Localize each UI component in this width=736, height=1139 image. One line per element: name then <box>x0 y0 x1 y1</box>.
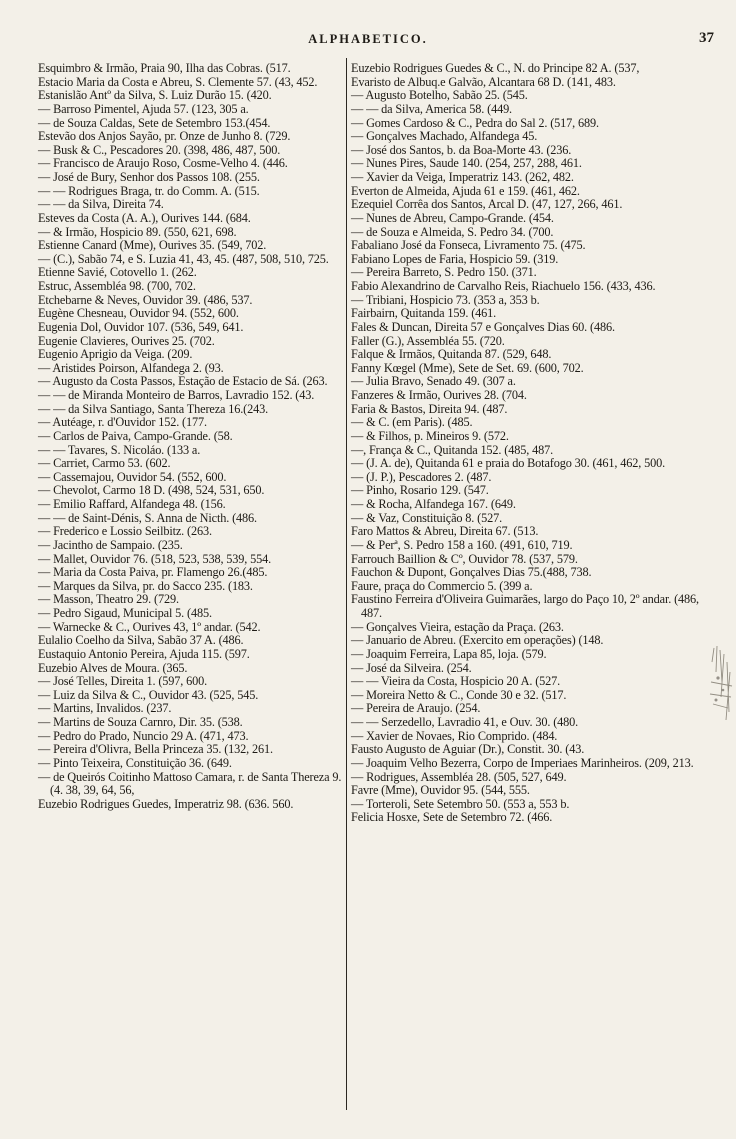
directory-entry: Eulalio Coelho da Silva, Sabão 37 A. (486. <box>38 633 244 648</box>
directory-entry: — Julia Bravo, Senado 49. (307 a. <box>351 374 516 389</box>
directory-entry: — Carriet, Carmo 53. (602. <box>38 456 171 471</box>
directory-entry: Fanzeres & Irmão, Ourives 28. (704. <box>351 388 527 402</box>
directory-entry: Estevão dos Anjos Sayão, pr. Onze de Junho 8. (729. <box>38 129 291 144</box>
directory-entry: — Cassemajou, Ouvidor 54. (552, 600. <box>38 469 227 484</box>
directory-entry: Everton de Almeida, Ajuda 61 e 159. (461, 462. <box>351 183 580 198</box>
directory-entry: — Pereira de Araujo. (254. <box>351 701 481 716</box>
directory-entry: Eugenia Dol, Ouvidor 107. (536, 549, 641. <box>38 319 244 334</box>
directory-entry: — Francisco de Araujo Roso, Cosme-Velho 4. (446. <box>38 156 288 171</box>
directory-entry: — Augusto Botelho, Sabão 25. (545. <box>351 88 528 103</box>
directory-entry: — José dos Santos, b. da Boa-Morte 43. (236. <box>351 142 572 157</box>
directory-entry: — — Rodrigues Braga, tr. do Comm. A. (515. <box>38 183 260 198</box>
directory-entry: Faustino Ferreira d'Oliveira Guimarães, largo do Paço 10, 2º andar. (486, 487. <box>351 592 699 620</box>
directory-entry: Eustaquio Antonio Pereira, Ajuda 115. (597. <box>38 646 250 661</box>
directory-entry: Faller (G.), Assembléa 55. (720. <box>351 333 505 348</box>
directory-entry: Etchebarne & Neves, Ouvidor 39. (486, 537. <box>38 292 253 307</box>
directory-entry: — — Tavares, S. Nicoláo. (133 a. <box>38 442 201 457</box>
directory-entry: — Gomes Cardoso & C., Pedra do Sal 2. (517, 689. <box>351 115 599 130</box>
directory-entry: — Januario de Abreu. (Exercito em operações) (148. <box>351 633 604 648</box>
directory-entry: — Jacintho de Sampaio. (235. <box>38 537 183 552</box>
directory-entry: — Barroso Pimentel, Ajuda 57. (123, 305 a. <box>38 101 249 116</box>
directory-entry: Faria & Bastos, Direita 94. (487. <box>351 401 508 416</box>
column-divider <box>346 58 347 1110</box>
directory-entry: — Warnecke & C., Ourives 43, 1º andar. (542. <box>38 619 261 634</box>
directory-entry: — Xavier da Veiga, Imperatriz 143. (262, 482. <box>351 170 574 184</box>
directory-entry: — Tribiani, Hospicio 73. (353 a, 353 b. <box>351 292 540 307</box>
directory-entry: Fanny Kœgel (Mme), Sete de Set. 69. (600, 702. <box>351 360 584 375</box>
directory-entry: Esteves da Costa (A. A.), Ourives 144. (684. <box>38 210 251 225</box>
directory-entry: — Nunes de Abreu, Campo-Grande. (454. <box>351 210 554 225</box>
directory-entry: Eugenio Aprigio da Veiga. (209. <box>38 347 193 362</box>
directory-entry: — — Vieira da Costa, Hospicio 20 A. (527. <box>351 674 561 689</box>
directory-entry: Fabaliano José da Fonseca, Livramento 75. (475. <box>351 238 586 253</box>
directory-entry: Euzebio Rodrigues Guedes, Imperatriz 98. (636. 560. <box>38 796 294 811</box>
directory-entry: — José da Silveira. (254. <box>351 660 472 675</box>
directory-entry: — — de Miranda Monteiro de Barros, Lavradio 152. (43. <box>38 388 315 402</box>
directory-entry: — Nunes Pires, Saude 140. (254, 257, 288, 461. <box>351 156 582 171</box>
directory-entry: Fales & Duncan, Direita 57 e Gonçalves Dias 60. (486. <box>351 319 615 334</box>
directory-entry: Fabiano Lopes de Faria, Hospicio 59. (319. <box>351 251 559 266</box>
directory-entry: — Carlos de Paiva, Campo-Grande. (58. <box>38 428 233 443</box>
directory-entry: — Pinto Teixeira, Constituição 36. (649. <box>38 755 232 770</box>
directory-entry: — Pereira d'Olivra, Bella Princeza 35. (132, 261. <box>38 742 273 757</box>
directory-entry: — Gonçalves Machado, Alfandega 45. <box>351 129 538 144</box>
directory-entry: —, França & C., Quitanda 152. (485, 487. <box>351 442 553 457</box>
directory-column-right <box>351 62 707 825</box>
directory-entry: Eugenie Clavieres, Ourives 25. (702. <box>38 333 215 348</box>
directory-entry: — Pedro do Prado, Nuncio 29 A. (471, 473. <box>38 728 249 743</box>
directory-entry: Ezequiel Corrêa dos Santos, Arcal D. (47, 127, 266, 461. <box>351 197 623 212</box>
directory-entry: — — Serzedello, Lavradio 41, e Ouv. 30. (480. <box>351 715 579 729</box>
directory-entry: — Maria da Costa Paiva, pr. Flamengo 26.(485. <box>38 565 268 580</box>
directory-entry: Felicia Hosxe, Sete de Setembro 72. (466. <box>351 810 553 825</box>
directory-entry: Estienne Canard (Mme), Ourives 35. (549, 702. <box>38 238 267 253</box>
directory-entry: — Joaquim Ferreira, Lapa 85, loja. (579. <box>351 646 547 661</box>
directory-entry: — Frederico e Lossio Seilbitz. (263. <box>38 524 212 539</box>
directory-entry: — Pinho, Rosario 129. (547. <box>351 483 489 498</box>
directory-column-left <box>38 62 345 811</box>
directory-entry: — Masson, Theatro 29. (729. <box>38 592 179 607</box>
directory-entry: — Pedro Sigaud, Municipal 5. (485. <box>38 606 212 620</box>
directory-entry: Euzebio Alves de Moura. (365. <box>38 660 188 675</box>
directory-entry: — de Souza e Almeida, S. Pedro 34. (700. <box>351 224 554 239</box>
directory-entry: — & Rocha, Alfandega 167. (649. <box>351 497 516 511</box>
directory-entry: — de Souza Caldas, Sete de Setembro 153.(454. <box>38 115 271 130</box>
directory-entry: — Luiz da Silva & C., Ouvidor 43. (525, 545. <box>38 687 259 702</box>
directory-entry: Fabio Alexandrino de Carvalho Reis, Riachuelo 156. (433, 436. <box>351 279 656 293</box>
directory-entry: Estanislão Antº da Silva, S. Luiz Durão 15. (420. <box>38 88 272 103</box>
page-number: 37 <box>699 30 714 46</box>
directory-entry: — Aristides Poirson, Alfandega 2. (93. <box>38 360 224 375</box>
directory-entry: — Martins de Souza Carnro, Dir. 35. (538. <box>38 715 243 729</box>
directory-entry: — — da Silva Santiago, Santa Thereza 16.(243. <box>38 401 269 416</box>
directory-entry: — Pereira Barreto, S. Pedro 150. (371. <box>351 265 537 280</box>
page-header <box>0 30 736 52</box>
directory-entry: Eugène Chesneau, Ouvidor 94. (552, 600. <box>38 306 239 321</box>
directory-entry: — & Perª, S. Pedro 158 a 160. (491, 610, 719. <box>351 537 573 552</box>
directory-entry: — & Irmão, Hospicio 89. (550, 621, 698. <box>38 224 237 239</box>
directory-entry: — — da Silva, Direita 74. <box>38 197 164 212</box>
directory-entry: — & Filhos, p. Mineiros 9. (572. <box>351 428 509 443</box>
directory-entry: — Emilio Raffard, Alfandega 48. (156. <box>38 497 226 511</box>
directory-entry: Faure, praça do Commercio 5. (399 a. <box>351 578 533 593</box>
directory-entry: — (C.), Sabão 74, e S. Luzia 41, 43, 45. (487, 508, 510, 725. <box>38 251 329 266</box>
directory-entry: — Rodrigues, Assembléa 28. (505, 527, 649. <box>351 769 567 784</box>
directory-entry: — & C. (em Paris). (485. <box>351 415 473 430</box>
directory-entry: — Chevolot, Carmo 18 D. (498, 524, 531, 650. <box>38 483 265 498</box>
directory-entry: — Mallet, Ouvidor 76. (518, 523, 538, 539, 554. <box>38 551 272 566</box>
directory-entry: Falque & Irmãos, Quitanda 87. (529, 648. <box>351 347 552 362</box>
directory-entry: — Marques da Silva, pr. do Sacco 235. (183. <box>38 578 253 593</box>
directory-entry: — José Telles, Direita 1. (597, 600. <box>38 674 208 689</box>
directory-entry: — (J. A. de), Quitanda 61 e praia do Botafogo 30. (461, 462, 500. <box>351 456 666 471</box>
directory-entry: Faro Mattos & Abreu, Direita 67. (513. <box>351 524 539 539</box>
directory-entry: Evaristo de Albuq.e Galvão, Alcantara 68 D. (141, 483. <box>351 74 616 89</box>
directory-entry: — Autéage, r. d'Ouvidor 152. (177. <box>38 415 207 430</box>
directory-entry: Fairbairn, Quitanda 159. (461. <box>351 306 497 321</box>
directory-entry: Estruc, Assembléa 98. (700, 702. <box>38 279 196 293</box>
directory-entry: Etienne Savié, Cotovello 1. (262. <box>38 265 197 280</box>
directory-entry: — Joaquim Velho Bezerra, Corpo de Imperiaes Marinheiros. (209, 213. <box>351 755 694 770</box>
directory-entry: — Moreira Netto & C., Conde 30 e 32. (517. <box>351 687 567 702</box>
directory-entry: — José de Bury, Senhor dos Passos 108. (255. <box>38 170 260 184</box>
directory-entry: — Busk & C., Pescadores 20. (398, 486, 487, 500. <box>38 142 281 157</box>
directory-entry: — Gonçalves Vieira, estação da Praça. (263. <box>351 619 564 634</box>
library-stamp-mark <box>708 642 734 724</box>
directory-entry: — (J. P.), Pescadores 2. (487. <box>351 469 492 484</box>
directory-entry: — Xavier de Novaes, Rio Comprido. (484. <box>351 728 558 743</box>
directory-entry: Esquimbro & Irmão, Praia 90, Ilha das Cobras. (517. <box>38 61 291 75</box>
directory-entry: Estacio Maria da Costa e Abreu, S. Clemente 57. (43, 452. <box>38 74 318 89</box>
directory-entry: Favre (Mme), Ouvidor 95. (544, 555. <box>351 783 530 798</box>
directory-entry: Euzebio Rodrigues Guedes & C., N. do Principe 82 A. (537, <box>351 61 640 75</box>
directory-entry: — Torteroli, Sete Setembro 50. (553 a, 553 b. <box>351 796 570 811</box>
directory-entry: Fausto Augusto de Aguiar (Dr.), Constit. 30. (43. <box>351 742 585 757</box>
directory-entry: — — da Silva, America 58. (449. <box>351 101 512 116</box>
directory-entry: — — de Saint-Dénis, S. Anna de Nicth. (486. <box>38 510 257 525</box>
directory-entry: — Augusto da Costa Passos, Estação de Estacio de Sá. (263. <box>38 374 328 389</box>
directory-entry: Fauchon & Dupont, Gonçalves Dias 75.(488, 738. <box>351 565 592 580</box>
directory-entry: — Martins, Invalidos. (237. <box>38 701 172 716</box>
directory-entry: Farrouch Baillion & Cº, Ouvidor 78. (537, 579. <box>351 551 578 566</box>
directory-entry: — de Queirós Coitinho Mattoso Camara, r. de Santa Thereza 9. (4. 38, 39, 64, 56, <box>38 769 342 798</box>
running-title: ALPHABETICO. <box>308 32 428 46</box>
directory-entry: — & Vaz, Constituição 8. (527. <box>351 510 503 525</box>
